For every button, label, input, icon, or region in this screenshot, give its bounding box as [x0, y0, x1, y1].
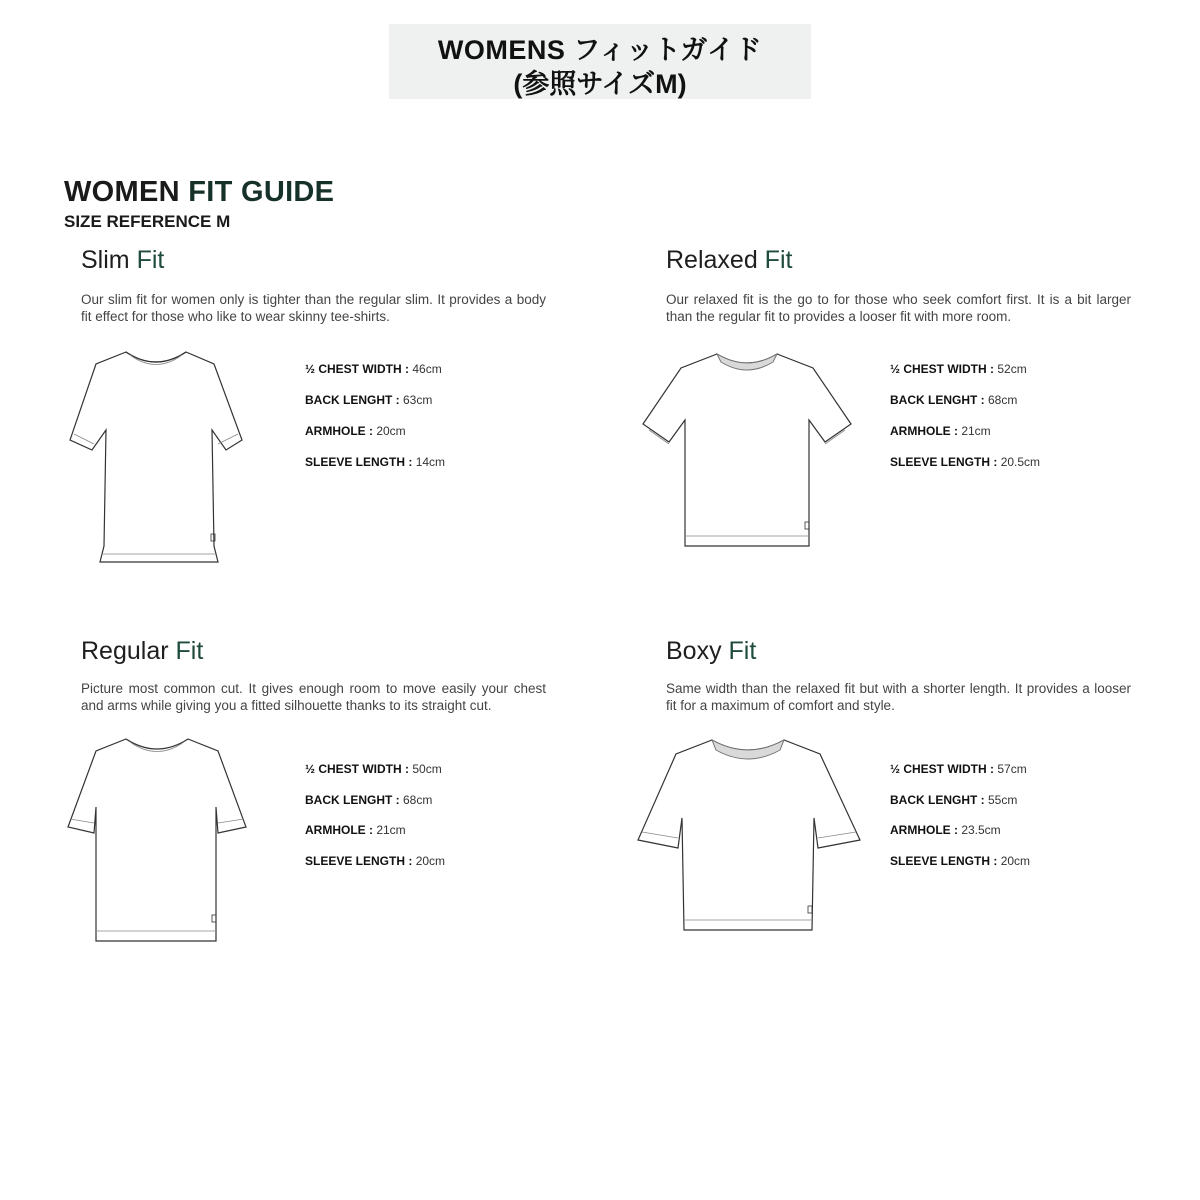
spec-row: ½ CHEST WIDTH : 50cm [305, 762, 442, 776]
banner-subtitle: (参照サイズM) [513, 69, 687, 99]
fit-name-regular [81, 637, 203, 666]
spec-row: ARMHOLE : 21cm [305, 823, 406, 837]
fit-description-slim: Our slim fit for women only is tighter than the regular slim. It provides a body fit effect for those who like to wear skinny tee-shirts. [81, 292, 546, 324]
spec-row: ARMHOLE : 20cm [305, 424, 406, 438]
fit-name-label: Boxy [666, 637, 729, 665]
spec-row: BACK LENGHT : 55cm [890, 793, 1018, 807]
spec-row: BACK LENGHT : 63cm [305, 393, 433, 407]
fit-description-boxy: Same width than the relaxed fit but with a shorter length. It provides a looser fit for a maximum of comfort and style. [666, 681, 1131, 713]
spec-row: ½ CHEST WIDTH : 46cm [305, 362, 442, 376]
fit-name-boxy [666, 637, 756, 666]
spec-row: SLEEVE LENGTH : 20cm [305, 854, 446, 868]
spec-row: ½ CHEST WIDTH : 52cm [890, 362, 1027, 376]
spec-row: ARMHOLE : 23.5cm [890, 823, 1001, 837]
fit-name-label: Relaxed [666, 246, 765, 274]
boxy-tshirt-icon [636, 736, 862, 934]
spec-row: BACK LENGHT : 68cm [890, 393, 1018, 407]
spec-row: BACK LENGHT : 68cm [305, 793, 433, 807]
banner-title: WOMENS フィットガイド [437, 35, 763, 65]
spec-row: SLEEVE LENGTH : 14cm [305, 455, 446, 469]
size-reference: SIZE REFERENCE M [64, 212, 231, 231]
spec-row: ARMHOLE : 21cm [890, 424, 991, 438]
guide-title-part2: FIT GUIDE [188, 176, 335, 208]
fit-name-slim [81, 246, 164, 275]
fit-word: Fit [136, 246, 165, 274]
fit-name-label: Regular [81, 637, 176, 665]
spec-row: SLEEVE LENGTH : 20.5cm [890, 455, 1041, 469]
relaxed-tshirt-icon [641, 350, 853, 552]
fit-name-label: Slim [81, 246, 137, 274]
fit-word: Fit [728, 637, 757, 665]
fit-description-relaxed: Our relaxed fit is the go to for those who seek comfort first. It is a bit larger than the regular fit to provides a looser fit with more room. [666, 292, 1131, 324]
guide-title-part1: WOMEN [64, 176, 189, 208]
fit-description-regular: Picture most common cut. It gives enough room to move easily your chest and arms while giving you a fitted silhouette thanks to its straight cut. [81, 681, 546, 713]
spec-row: SLEEVE LENGTH : 20cm [890, 854, 1031, 868]
fit-word: Fit [175, 637, 204, 665]
slim-tshirt-icon [66, 346, 246, 568]
fit-word: Fit [764, 246, 793, 274]
regular-tshirt-icon [66, 735, 248, 947]
fit-name-relaxed [666, 246, 792, 275]
guide-title [64, 176, 334, 209]
title-banner [389, 24, 811, 99]
spec-row: ½ CHEST WIDTH : 57cm [890, 762, 1027, 776]
